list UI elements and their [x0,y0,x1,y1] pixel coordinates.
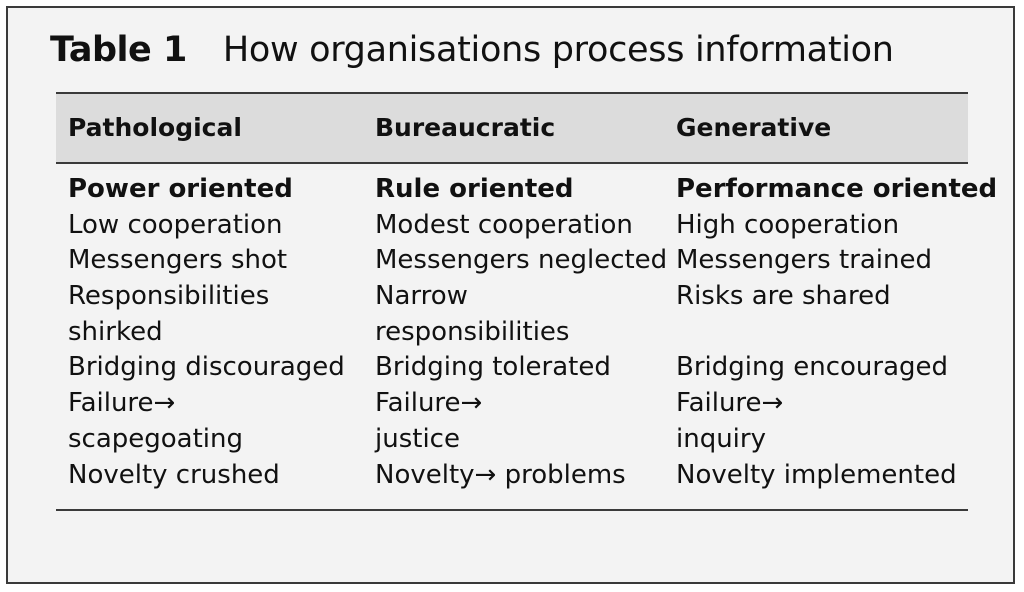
table-cell: Bridging encouraged [676,352,949,383]
table-cell: Novelty crushed [68,459,280,490]
table-cell: Failure→ [676,388,784,419]
table-caption [50,30,894,76]
table-cell: scapegoating [68,423,244,454]
table-cell: Performance oriented [676,174,998,204]
column-header-bureaucratic: Bureaucratic [375,113,556,142]
header-rule [56,162,968,164]
table-cell: Low cooperation [68,209,283,240]
table-cell: Messengers neglected [375,245,668,276]
table-cell: Narrow [375,281,468,312]
table-cell: Power oriented [68,174,293,204]
column-pathological [68,172,345,493]
bottom-rule [56,509,968,511]
table-cell: Failure→ [68,388,176,419]
table-cell: justice [375,423,460,454]
column-header-pathological: Pathological [68,113,242,142]
table-cell: Novelty→ problems [375,459,626,490]
table-title: How organisations process information [222,30,894,70]
table-cell: Responsibilities [68,281,270,312]
column-bureaucratic [375,172,667,493]
table-cell: Bridging tolerated [375,352,611,383]
table-cell: Novelty implemented [676,459,957,490]
table-cell: Modest cooperation [375,209,633,240]
table-cell: Risks are shared [676,281,891,312]
column-header-generative: Generative [676,113,832,142]
table-cell: responsibilities [375,316,570,347]
table-cell: High cooperation [676,209,900,240]
table-cell: shirked [68,316,163,347]
table-cell: Messengers shot [68,245,288,276]
table-cell [676,315,997,351]
table-cell: inquiry [676,423,766,454]
table-cell: Messengers trained [676,245,933,276]
column-generative [676,172,997,493]
table-cell: Failure→ [375,388,483,419]
table-label: Table 1 [50,30,187,70]
table-cell: Bridging discouraged [68,352,345,383]
table-cell: Rule oriented [375,174,574,204]
